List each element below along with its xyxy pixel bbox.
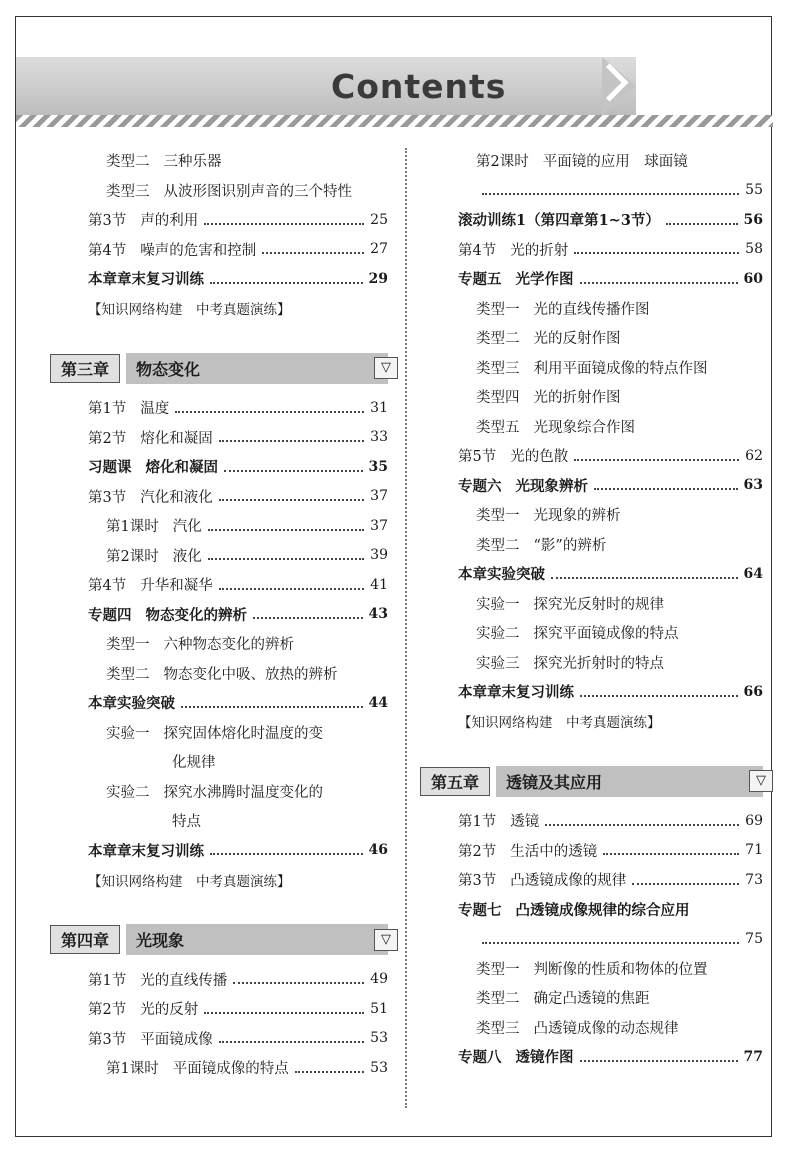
toc-entry[interactable] — [88, 994, 388, 1024]
entry-title: 确定凸透镜的焦距 — [533, 991, 650, 1008]
entry-label: 专题七 — [458, 901, 502, 919]
entry-label: 第3节 — [88, 489, 127, 506]
toc-entry[interactable] — [458, 294, 763, 324]
toc-entry[interactable] — [88, 965, 388, 995]
entry-label: 类型二 — [106, 666, 150, 683]
entry-title: 透镜 — [510, 814, 540, 831]
page-number: 37 — [370, 517, 388, 534]
entry-title: 凸透镜成像的规律 — [510, 873, 627, 890]
page-number: 53 — [370, 1030, 388, 1047]
entry-title: 光的反射作图 — [533, 331, 621, 348]
entry-label: 实验一 — [106, 725, 150, 742]
toc-entry[interactable] — [458, 441, 763, 471]
entry-title: 凸透镜成像的动态规律 — [533, 1020, 679, 1037]
chapter-number: 第四章 — [50, 925, 120, 954]
right-top-list — [458, 146, 763, 736]
dot-leader — [210, 282, 363, 284]
dot-leader — [204, 223, 364, 225]
entry-label: 类型一 — [476, 961, 520, 978]
page-number: 53 — [370, 1059, 388, 1076]
toc-entry[interactable] — [458, 895, 763, 925]
entry-label: 类型一 — [476, 508, 520, 525]
page-number: 56 — [743, 211, 763, 228]
entry-label: 第1节 — [88, 972, 127, 989]
dot-leader — [580, 282, 738, 284]
dot-leader — [545, 824, 739, 826]
toc-entry[interactable] — [458, 983, 763, 1013]
entry-label: 类型三 — [476, 360, 520, 377]
toc-entry[interactable] — [458, 471, 763, 501]
toc-entry[interactable] — [88, 176, 388, 206]
toc-entry[interactable] — [88, 393, 388, 423]
entry-label: 习题课 — [88, 459, 132, 477]
entry-title: 光现象辨析 — [515, 477, 588, 495]
toc-entry[interactable] — [88, 1053, 388, 1083]
chapter-title: 物态变化 — [126, 353, 388, 384]
dot-leader — [219, 588, 364, 590]
page-number: 27 — [370, 241, 388, 258]
entry-title: 光的直线传播作图 — [533, 301, 650, 318]
dot-leader — [219, 499, 364, 501]
dot-leader — [574, 252, 739, 254]
page-number: 51 — [370, 1000, 388, 1017]
right-column — [431, 146, 766, 1072]
entry-title: 本章章末复习训练 — [88, 271, 204, 289]
dot-leader — [262, 252, 364, 254]
toc-entry[interactable] — [88, 482, 388, 512]
banner-band — [16, 57, 636, 115]
toc-entry[interactable] — [458, 235, 763, 265]
toc-entry[interactable] — [458, 618, 763, 648]
page-number: 35 — [368, 458, 388, 475]
entry-label: 第2节 — [88, 1002, 127, 1019]
toc-entry[interactable] — [88, 777, 388, 807]
toc-entry[interactable] — [458, 865, 763, 895]
entry-title: 声的利用 — [140, 213, 199, 230]
toc-entry[interactable] — [458, 707, 763, 737]
dot-leader — [295, 1071, 364, 1073]
entry-title: 汽化 — [172, 519, 202, 536]
entry-title: 本章章末复习训练 — [88, 842, 204, 860]
entry-title: 【知识网络构建 中考真题演练】 — [88, 873, 291, 890]
page-number: 63 — [743, 477, 763, 494]
entry-title: 本章实验突破 — [458, 566, 545, 584]
toc-entry[interactable] — [88, 570, 388, 600]
chapter5-list — [458, 806, 763, 1072]
entry-label: 第1课时 — [106, 1061, 159, 1078]
entry-label: 第4节 — [88, 578, 127, 595]
entry-label: 第5节 — [458, 449, 497, 466]
entry-title: 光现象综合作图 — [533, 419, 635, 436]
toc-entry[interactable] — [88, 629, 388, 659]
entry-label: 第4节 — [88, 242, 127, 259]
entry-title: 光现象的辨析 — [533, 508, 621, 525]
entry-title: 光的折射作图 — [533, 390, 621, 407]
dot-leader — [219, 440, 364, 442]
toc-entry[interactable] — [88, 205, 388, 235]
dot-leader — [204, 1012, 364, 1014]
entry-title: 特点 — [172, 814, 201, 831]
toc-entry[interactable] — [88, 146, 388, 176]
entry-title: 【知识网络构建 中考真题演练】 — [88, 302, 291, 319]
entry-label: 第2课时 — [106, 548, 159, 565]
chapter-title: 光现象 — [126, 924, 388, 955]
entry-title: 平面镜的应用 球面镜 — [542, 154, 688, 171]
entry-label: 专题八 — [458, 1049, 502, 1067]
dot-leader — [482, 942, 739, 944]
entry-title: 光的反射 — [140, 1002, 199, 1019]
toc-entry[interactable] — [88, 688, 388, 718]
toc-entry[interactable] — [88, 1024, 388, 1054]
entry-label: 类型一 — [476, 301, 520, 318]
entry-title: 光的折射 — [510, 242, 569, 259]
entry-label: 类型三 — [476, 1020, 520, 1037]
page-title: Contents — [331, 67, 507, 106]
entry-title: 判断像的性质和物体的位置 — [533, 961, 708, 978]
entry-title: 物态变化中吸、放热的辨析 — [163, 666, 338, 683]
page-number: 41 — [370, 576, 388, 593]
toc-entry[interactable] — [458, 353, 763, 383]
toc-entry[interactable] — [458, 176, 763, 206]
entry-title: 噪声的危害和控制 — [140, 242, 257, 259]
page-number: 73 — [745, 871, 763, 888]
entry-label: 类型四 — [476, 390, 520, 407]
entry-label: 实验二 — [106, 784, 150, 801]
entry-title: 熔化和凝固 — [140, 430, 213, 447]
toc-entry[interactable] — [458, 836, 763, 866]
chapter-heading-3[interactable] — [50, 349, 391, 387]
entry-label: 第3节 — [458, 873, 497, 890]
dot-leader — [574, 459, 739, 461]
toc-entry[interactable] — [88, 865, 388, 895]
toc-entry[interactable] — [88, 235, 388, 265]
entry-label: 类型二 — [476, 537, 520, 554]
entry-title: 汽化和液化 — [140, 489, 213, 506]
toc-entry[interactable] — [88, 264, 388, 294]
toc-entry[interactable] — [88, 511, 388, 541]
entry-title: 本章章末复习训练 — [458, 684, 574, 702]
entry-label: 第4节 — [458, 242, 497, 259]
dot-leader — [580, 1060, 738, 1062]
toc-entry[interactable] — [88, 836, 388, 866]
page-number: 77 — [743, 1048, 763, 1065]
toc-entry[interactable] — [458, 806, 763, 836]
entry-title: 生活中的透镜 — [510, 843, 598, 860]
page-number: 49 — [370, 971, 388, 988]
toc-entry[interactable] — [458, 924, 763, 954]
page-number: 43 — [368, 606, 388, 623]
left-top-list — [88, 146, 388, 323]
dot-leader — [224, 470, 363, 472]
dot-leader — [632, 883, 739, 885]
dot-leader — [208, 529, 364, 531]
page-number: 44 — [368, 694, 388, 711]
entry-label: 第2课时 — [476, 154, 529, 171]
chevron-down-icon: ▽ — [374, 357, 398, 379]
entry-label: 实验二 — [476, 626, 520, 643]
page-number: 46 — [368, 842, 388, 859]
dot-leader — [233, 982, 364, 984]
entry-label: 专题四 — [88, 606, 132, 624]
page-number: 55 — [745, 182, 763, 199]
entry-label: 类型二 — [476, 991, 520, 1008]
dot-leader — [208, 558, 364, 560]
banner-stripes — [16, 115, 773, 127]
entry-label: 第2节 — [458, 843, 497, 860]
dot-leader — [551, 577, 738, 579]
toc-entry[interactable] — [458, 589, 763, 619]
entry-label: 类型五 — [476, 419, 520, 436]
toc-entry[interactable] — [458, 677, 763, 707]
toc-entry[interactable] — [458, 559, 763, 589]
dot-leader — [175, 411, 364, 413]
toc-entry[interactable] — [88, 806, 388, 836]
toc-entry[interactable] — [88, 747, 388, 777]
toc-entry[interactable] — [458, 648, 763, 678]
chapter-number: 第五章 — [420, 767, 490, 796]
entry-label: 第3节 — [88, 1031, 127, 1048]
entry-title: 滚动训练1（第四章第1~3节） — [458, 212, 660, 230]
entry-label: 第1节 — [458, 814, 497, 831]
entry-title: 物态变化的辨析 — [145, 606, 247, 624]
entry-title: 从波形图识别声音的三个特性 — [163, 183, 352, 200]
entry-label: 类型二 — [106, 154, 150, 171]
entry-label: 类型一 — [106, 637, 150, 654]
page-number: 31 — [370, 399, 388, 416]
dot-leader — [482, 193, 739, 195]
page-number: 37 — [370, 488, 388, 505]
toc-entry[interactable] — [458, 264, 763, 294]
entry-label: 第1节 — [88, 401, 127, 418]
toc-entry[interactable] — [88, 718, 388, 748]
toc-entry[interactable] — [458, 412, 763, 442]
left-column — [61, 146, 391, 1083]
entry-title: 平面镜成像的特点 — [172, 1061, 289, 1078]
page-number: 71 — [745, 842, 763, 859]
chapter4-list — [88, 965, 388, 1083]
entry-label: 第2节 — [88, 430, 127, 447]
entry-label: 专题六 — [458, 477, 502, 495]
toc-entry[interactable] — [458, 500, 763, 530]
page-number: 62 — [745, 447, 763, 464]
entry-title: 温度 — [140, 401, 170, 418]
toc-entry[interactable] — [88, 659, 388, 689]
entry-title: 光的色散 — [510, 449, 569, 466]
toc-entry[interactable] — [458, 530, 763, 560]
dot-leader — [594, 488, 738, 490]
entry-title: 利用平面镜成像的特点作图 — [533, 360, 708, 377]
entry-title: 探究光折射时的特点 — [533, 655, 664, 672]
dot-leader — [210, 853, 363, 855]
toc-entry[interactable] — [458, 1013, 763, 1043]
chevron-down-icon: ▽ — [749, 770, 773, 792]
entry-title: “影”的辨析 — [533, 537, 607, 554]
entry-label: 类型二 — [476, 331, 520, 348]
chapter-heading-5[interactable] — [420, 762, 766, 800]
toc-entry[interactable] — [88, 294, 388, 324]
entry-title: 透镜作图 — [515, 1049, 574, 1067]
entry-title: 本章实验突破 — [88, 695, 175, 713]
entry-title: 探究光反射时的规律 — [533, 596, 664, 613]
dot-leader — [219, 1041, 364, 1043]
page-number: 39 — [370, 547, 388, 564]
toc-entry[interactable] — [88, 423, 388, 453]
toc-entry[interactable] — [458, 323, 763, 353]
entry-title: 平面镜成像 — [140, 1031, 213, 1048]
entry-title: 光学作图 — [515, 271, 574, 289]
chapter-heading-4[interactable] — [50, 921, 391, 959]
chapter3-list — [88, 393, 388, 895]
entry-title: 探究平面镜成像的特点 — [533, 626, 679, 643]
entry-title: 探究固体熔化时温度的变 — [163, 725, 323, 742]
toc-entry[interactable] — [88, 600, 388, 630]
toc-entry[interactable] — [458, 382, 763, 412]
entry-title: 凸透镜成像规律的综合应用 — [515, 901, 690, 919]
entry-label: 第1课时 — [106, 519, 159, 536]
toc-entry[interactable] — [458, 954, 763, 984]
entry-title: 熔化和凝固 — [145, 459, 218, 477]
entry-title: 液化 — [172, 548, 202, 565]
entry-label: 实验一 — [476, 596, 520, 613]
entry-title: 六种物态变化的辨析 — [163, 637, 294, 654]
page-number: 64 — [743, 565, 763, 582]
toc-entry[interactable] — [458, 205, 763, 235]
entry-title: 化规律 — [172, 755, 216, 772]
page-number: 29 — [368, 270, 388, 287]
entry-title: 探究水沸腾时温度变化的 — [163, 784, 323, 801]
entry-label: 专题五 — [458, 271, 502, 289]
entry-label: 实验三 — [476, 655, 520, 672]
page-number: 25 — [370, 211, 388, 228]
entry-title: 光的直线传播 — [140, 972, 228, 989]
entry-title: 升华和凝华 — [140, 578, 213, 595]
dot-leader — [181, 706, 363, 708]
entry-label: 类型三 — [106, 183, 150, 200]
chapter-number: 第三章 — [50, 354, 120, 383]
toc-entry[interactable] — [88, 541, 388, 571]
entry-title: 三种乐器 — [163, 154, 222, 171]
chapter-title: 透镜及其应用 — [496, 766, 763, 797]
page-number: 33 — [370, 429, 388, 446]
dot-leader — [580, 695, 738, 697]
page-number: 66 — [743, 683, 763, 700]
toc-entry[interactable] — [458, 146, 763, 176]
toc-entry[interactable] — [458, 1042, 763, 1072]
dot-leader — [666, 223, 738, 225]
toc-entry[interactable] — [88, 452, 388, 482]
dot-leader — [253, 617, 363, 619]
page-number: 60 — [743, 270, 763, 287]
chevron-down-icon: ▽ — [374, 929, 398, 951]
page-number: 58 — [745, 241, 763, 258]
dot-leader — [603, 853, 739, 855]
contents-banner — [16, 57, 773, 127]
entry-label: 第3节 — [88, 213, 127, 230]
entry-title: 【知识网络构建 中考真题演练】 — [458, 715, 661, 732]
page-number: 69 — [745, 812, 763, 829]
page-number: 75 — [745, 930, 763, 947]
column-divider — [405, 148, 407, 1108]
